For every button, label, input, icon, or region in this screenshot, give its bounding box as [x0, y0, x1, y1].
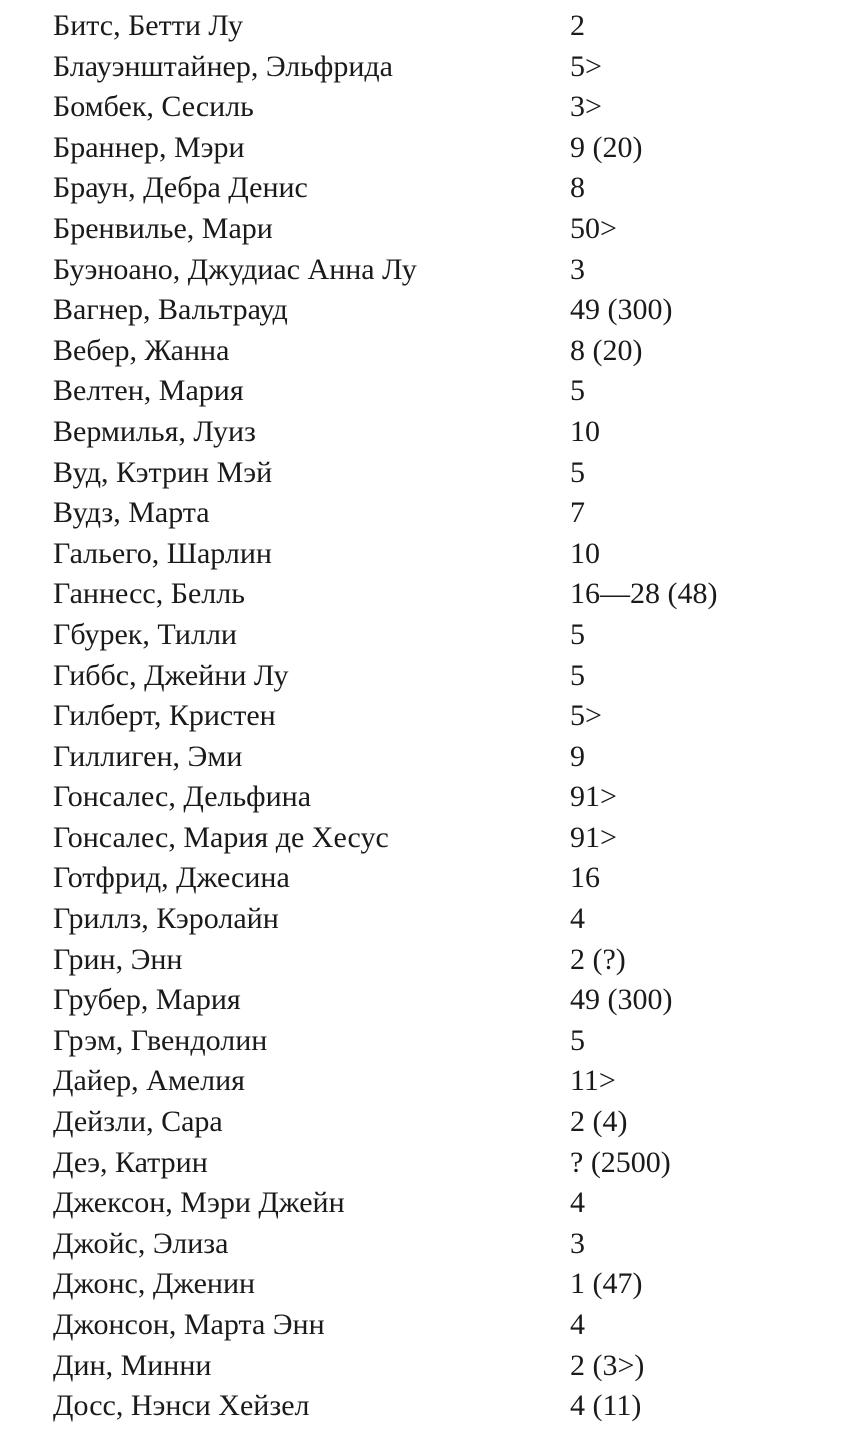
entry-value: 5	[570, 617, 585, 651]
entry-value: 2 (3>)	[570, 1348, 645, 1382]
entry-name: Джонс, Дженин	[53, 1267, 256, 1301]
entry-name: Досс, Нэнси Хейзел	[53, 1389, 310, 1423]
entry-name: Браун, Дебра Денис	[53, 171, 308, 205]
entry-name: Гонсалес, Мария де Хесус	[53, 820, 389, 854]
entry-name: Гбурек, Тилли	[53, 617, 237, 651]
entry-value: 10	[570, 536, 600, 570]
list-item	[0, 6, 849, 47]
entry-value: 5	[570, 658, 585, 692]
entry-value: 4 (11)	[570, 1389, 642, 1423]
list-item	[0, 858, 849, 899]
entry-name: Гиллиген, Эми	[53, 739, 243, 773]
list-item	[0, 1061, 849, 1102]
entry-value: 4	[570, 902, 585, 936]
entry-name: Вебер, Жанна	[53, 333, 230, 367]
entry-name: Велтен, Мария	[53, 374, 244, 408]
entry-name: Грин, Энн	[53, 942, 183, 976]
list-item	[0, 980, 849, 1021]
entry-value: 9 (20)	[570, 130, 643, 164]
list-item	[0, 371, 849, 412]
list-item	[0, 1102, 849, 1143]
entry-name: Гальего, Шарлин	[53, 536, 272, 570]
entry-name: Вермилья, Луиз	[53, 414, 256, 448]
entry-value: ? (2500)	[570, 1145, 671, 1179]
entry-value: 5>	[570, 699, 602, 733]
entry-value: 5	[570, 374, 585, 408]
entry-value: 5	[570, 1023, 585, 1057]
list-item	[0, 899, 849, 940]
entry-list	[0, 6, 849, 1427]
entry-value: 2 (4)	[570, 1105, 628, 1139]
list-item	[0, 534, 849, 575]
document-page	[0, 6, 849, 1427]
list-item	[0, 656, 849, 697]
entry-name: Джексон, Мэри Джейн	[53, 1186, 345, 1220]
entry-value: 16	[570, 861, 600, 895]
list-item	[0, 737, 849, 778]
entry-name: Бренвилье, Мари	[53, 211, 273, 245]
entry-value: 16—28 (48)	[570, 577, 718, 611]
entry-value: 4	[570, 1308, 585, 1341]
entry-name: Джонсон, Марта Энн	[53, 1308, 325, 1341]
list-item	[0, 128, 849, 169]
entry-name: Браннер, Мэри	[53, 130, 245, 164]
entry-name: Вудз, Марта	[53, 496, 210, 530]
list-item	[0, 574, 849, 615]
list-item	[0, 412, 849, 453]
entry-name: Грэм, Гвендолин	[53, 1023, 268, 1057]
list-item	[0, 331, 849, 372]
list-item	[0, 1183, 849, 1224]
entry-value: 91>	[570, 780, 617, 814]
entry-value: 91>	[570, 820, 617, 854]
entry-value: 3	[570, 1226, 585, 1260]
entry-name: Деэ, Катрин	[53, 1145, 208, 1179]
entry-name: Дайер, Амелия	[53, 1064, 245, 1098]
entry-name: Готфрид, Джесина	[53, 861, 290, 895]
entry-value: 2	[570, 9, 585, 42]
list-item	[0, 290, 849, 331]
list-item	[0, 696, 849, 737]
entry-value: 2 (?)	[570, 942, 626, 976]
entry-name: Буэноано, Джудиас Анна Лу	[53, 252, 417, 286]
entry-value: 50>	[570, 211, 617, 245]
entry-value: 1 (47)	[570, 1267, 643, 1301]
entry-name: Битс, Бетти Лу	[53, 9, 243, 42]
entry-name: Вагнер, Вальтрауд	[53, 293, 288, 327]
list-item	[0, 777, 849, 818]
entry-value: 49 (300)	[570, 293, 673, 327]
entry-value: 8 (20)	[570, 333, 643, 367]
list-item	[0, 818, 849, 859]
list-item	[0, 1224, 849, 1265]
list-item	[0, 1143, 849, 1184]
entry-value: 10	[570, 414, 600, 448]
entry-name: Ганнесс, Белль	[53, 577, 245, 611]
entry-name: Дейзли, Сара	[53, 1105, 223, 1139]
entry-name: Дин, Минни	[53, 1348, 212, 1382]
list-item	[0, 1021, 849, 1062]
list-item	[0, 1346, 849, 1387]
entry-value: 7	[570, 496, 585, 530]
entry-value: 4	[570, 1186, 585, 1220]
list-item	[0, 1264, 849, 1305]
entry-name: Грубер, Мария	[53, 983, 241, 1017]
entry-value: 49 (300)	[570, 983, 673, 1017]
entry-value: 11>	[570, 1064, 616, 1098]
entry-name: Блауэнштайнер, Эльфрида	[53, 49, 393, 83]
list-item	[0, 493, 849, 534]
list-item	[0, 209, 849, 250]
list-item	[0, 940, 849, 981]
entry-name: Гонсалес, Дельфина	[53, 780, 312, 814]
entry-value: 9	[570, 739, 585, 773]
list-item	[0, 453, 849, 494]
entry-name: Джойс, Элиза	[53, 1226, 229, 1260]
list-item	[0, 1305, 849, 1346]
entry-name: Гилберт, Кристен	[53, 699, 276, 733]
entry-value: 5>	[570, 49, 602, 83]
entry-name: Бомбек, Сесиль	[53, 90, 254, 124]
entry-value: 3	[570, 252, 585, 286]
list-item	[0, 47, 849, 88]
entry-value: 8	[570, 171, 585, 205]
list-item	[0, 168, 849, 209]
list-item	[0, 250, 849, 291]
entry-value: 3>	[570, 90, 602, 124]
list-item	[0, 615, 849, 656]
list-item	[0, 87, 849, 128]
entry-name: Вуд, Кэтрин Мэй	[53, 455, 273, 489]
entry-name: Гиббс, Джейни Лу	[53, 658, 289, 692]
entry-value: 5	[570, 455, 585, 489]
list-item	[0, 1386, 849, 1427]
entry-name: Гриллз, Кэролайн	[53, 902, 279, 936]
